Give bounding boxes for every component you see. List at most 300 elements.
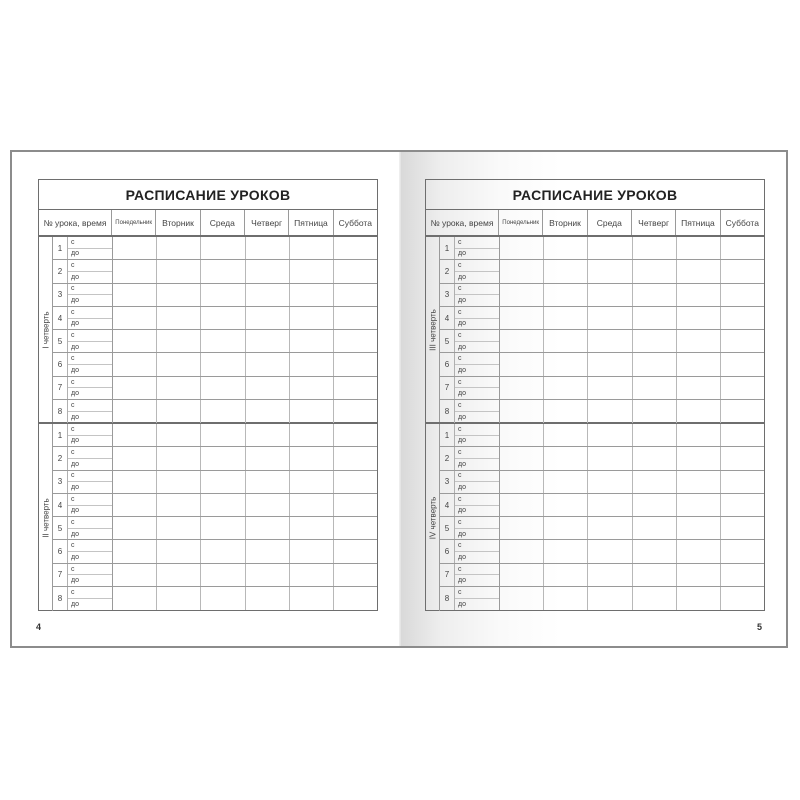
schedule-cell[interactable] — [157, 284, 201, 306]
schedule-cell[interactable] — [721, 377, 764, 399]
schedule-cell[interactable] — [721, 237, 764, 259]
schedule-cell[interactable] — [633, 587, 677, 610]
schedule-cell[interactable] — [500, 353, 544, 375]
schedule-cell[interactable] — [246, 307, 290, 329]
time-to-field[interactable]: до — [458, 390, 466, 398]
schedule-cell[interactable] — [246, 471, 290, 493]
schedule-cell[interactable] — [246, 447, 290, 469]
lesson-row — [440, 330, 764, 353]
schedule-cell[interactable] — [633, 517, 677, 539]
schedule-cell[interactable] — [500, 284, 544, 306]
schedule-cell[interactable] — [633, 237, 677, 259]
schedule-cell[interactable] — [633, 471, 677, 493]
time-from-field[interactable]: с — [68, 587, 112, 599]
schedule-cell[interactable] — [201, 330, 245, 352]
schedule-cell[interactable] — [721, 587, 764, 610]
schedule-cell[interactable] — [544, 471, 588, 493]
schedule-cell[interactable] — [157, 587, 201, 610]
schedule-cell[interactable] — [113, 284, 157, 306]
schedule-cell[interactable] — [633, 260, 677, 282]
schedule-cell[interactable] — [334, 307, 377, 329]
schedule-cell[interactable] — [677, 587, 721, 610]
schedule-cell[interactable] — [677, 307, 721, 329]
time-to-field[interactable]: до — [458, 507, 466, 515]
time-from-field[interactable]: с — [455, 447, 499, 459]
schedule-cell[interactable] — [157, 447, 201, 469]
time-from-field[interactable]: с — [68, 517, 112, 529]
lesson-number: 4 — [53, 307, 68, 329]
schedule-cell[interactable] — [588, 517, 632, 539]
schedule-cell[interactable] — [588, 564, 632, 586]
schedule-cell[interactable] — [500, 377, 544, 399]
schedule-cell[interactable] — [677, 447, 721, 469]
day-cells — [113, 284, 377, 306]
schedule-cell[interactable] — [500, 260, 544, 282]
schedule-cell[interactable] — [113, 237, 157, 259]
quarter-label-cell — [39, 424, 53, 611]
schedule-cell[interactable] — [334, 353, 377, 375]
schedule-cell[interactable] — [544, 517, 588, 539]
schedule-cell[interactable] — [721, 564, 764, 586]
time-from-field[interactable]: с — [68, 447, 112, 459]
schedule-cell[interactable] — [677, 424, 721, 446]
schedule-cell[interactable] — [334, 494, 377, 516]
time-from-field[interactable]: с — [68, 353, 112, 365]
schedule-cell[interactable] — [334, 471, 377, 493]
schedule-cell[interactable] — [588, 237, 632, 259]
quarter-block — [426, 424, 764, 611]
day-cells — [113, 494, 377, 516]
lesson-row — [440, 284, 764, 307]
schedule-cell[interactable] — [157, 353, 201, 375]
lesson-time-cell — [455, 353, 500, 375]
schedule-cell[interactable] — [201, 587, 245, 610]
schedule-cell[interactable] — [588, 353, 632, 375]
schedule-cell[interactable] — [721, 517, 764, 539]
schedule-cell[interactable] — [588, 494, 632, 516]
schedule-cell[interactable] — [157, 307, 201, 329]
left-page — [12, 152, 401, 646]
schedule-cell[interactable] — [677, 400, 721, 423]
schedule-cell[interactable] — [588, 284, 632, 306]
time-from-field[interactable]: с — [68, 400, 112, 412]
schedule-cell[interactable] — [246, 284, 290, 306]
time-from-field[interactable]: с — [455, 377, 499, 389]
time-to-field[interactable]: до — [71, 343, 79, 351]
schedule-table — [38, 179, 378, 611]
time-to-field[interactable]: до — [71, 577, 79, 585]
schedule-cell[interactable] — [246, 587, 290, 610]
schedule-cell[interactable] — [633, 353, 677, 375]
schedule-cell[interactable] — [290, 517, 334, 539]
schedule-cell[interactable] — [290, 237, 334, 259]
lesson-time-cell — [68, 400, 113, 423]
schedule-cell[interactable] — [677, 260, 721, 282]
schedule-cell[interactable] — [633, 494, 677, 516]
schedule-cell[interactable] — [544, 377, 588, 399]
schedule-cell[interactable] — [633, 424, 677, 446]
schedule-cell[interactable] — [290, 424, 334, 446]
time-from-field[interactable]: с — [68, 237, 112, 249]
schedule-cell[interactable] — [246, 330, 290, 352]
schedule-cell[interactable] — [113, 260, 157, 282]
time-to-field[interactable]: до — [458, 343, 466, 351]
schedule-cell[interactable] — [290, 284, 334, 306]
schedule-cell[interactable] — [290, 400, 334, 423]
time-to-field[interactable]: до — [71, 553, 79, 561]
schedule-cell[interactable] — [290, 471, 334, 493]
schedule-cell[interactable] — [677, 517, 721, 539]
time-to-field[interactable]: до — [458, 577, 466, 585]
schedule-cell[interactable] — [544, 260, 588, 282]
schedule-cell[interactable] — [201, 424, 245, 446]
time-to-field[interactable]: до — [71, 507, 79, 515]
lesson-time-cell — [68, 377, 113, 399]
schedule-cell[interactable] — [157, 237, 201, 259]
schedule-cell[interactable] — [721, 260, 764, 282]
schedule-cell[interactable] — [113, 540, 157, 562]
time-from-field[interactable]: с — [455, 517, 499, 529]
schedule-cell[interactable] — [334, 424, 377, 446]
schedule-cell[interactable] — [246, 353, 290, 375]
time-to-field[interactable]: до — [458, 273, 466, 281]
schedule-cell[interactable] — [201, 260, 245, 282]
time-to-field[interactable]: до — [458, 320, 466, 328]
schedule-cell[interactable] — [500, 494, 544, 516]
schedule-cell[interactable] — [290, 330, 334, 352]
schedule-cell[interactable] — [588, 587, 632, 610]
time-to-field[interactable]: до — [458, 414, 466, 422]
schedule-cell[interactable] — [290, 494, 334, 516]
day-cells — [500, 447, 764, 469]
time-to-field[interactable]: до — [71, 601, 79, 609]
time-to-field[interactable]: до — [71, 273, 79, 281]
time-from-field[interactable]: с — [455, 260, 499, 272]
schedule-cell[interactable] — [500, 237, 544, 259]
time-from-field[interactable]: с — [455, 494, 499, 506]
schedule-cell[interactable] — [201, 471, 245, 493]
time-to-field[interactable]: до — [71, 484, 79, 492]
schedule-cell[interactable] — [246, 260, 290, 282]
schedule-cell[interactable] — [201, 284, 245, 306]
schedule-cell[interactable] — [677, 471, 721, 493]
schedule-cell[interactable] — [334, 540, 377, 562]
schedule-cell[interactable] — [544, 284, 588, 306]
time-from-field[interactable]: с — [68, 424, 112, 436]
schedule-cell[interactable] — [588, 330, 632, 352]
time-from-field[interactable]: с — [455, 237, 499, 249]
schedule-cell[interactable] — [633, 564, 677, 586]
schedule-cell[interactable] — [721, 447, 764, 469]
schedule-cell[interactable] — [588, 471, 632, 493]
time-to-field[interactable]: до — [71, 437, 79, 445]
time-to-field[interactable]: до — [458, 297, 466, 305]
schedule-cell[interactable] — [157, 424, 201, 446]
day-cells — [500, 494, 764, 516]
lesson-number: 1 — [53, 424, 68, 446]
schedule-cell[interactable] — [588, 260, 632, 282]
schedule-cell[interactable] — [334, 237, 377, 259]
schedule-cell[interactable] — [290, 353, 334, 375]
schedule-cell[interactable] — [588, 307, 632, 329]
lesson-time-cell — [68, 587, 113, 610]
time-to-field[interactable]: до — [458, 460, 466, 468]
schedule-cell[interactable] — [334, 400, 377, 423]
time-from-field[interactable]: с — [68, 540, 112, 552]
schedule-cell[interactable] — [721, 424, 764, 446]
time-to-field[interactable]: до — [71, 250, 79, 258]
schedule-cell[interactable] — [113, 307, 157, 329]
schedule-cell[interactable] — [290, 377, 334, 399]
schedule-cell[interactable] — [588, 377, 632, 399]
time-from-field[interactable]: с — [68, 564, 112, 576]
schedule-cell[interactable] — [157, 260, 201, 282]
schedule-cell[interactable] — [721, 330, 764, 352]
schedule-cell[interactable] — [677, 284, 721, 306]
schedule-cell[interactable] — [721, 353, 764, 375]
time-from-field[interactable]: с — [455, 587, 499, 599]
schedule-cell[interactable] — [721, 540, 764, 562]
schedule-cell[interactable] — [633, 284, 677, 306]
lesson-time-cell — [455, 517, 500, 539]
schedule-cell[interactable] — [201, 400, 245, 423]
time-from-field[interactable]: с — [68, 471, 112, 483]
time-to-field[interactable]: до — [71, 390, 79, 398]
schedule-cell[interactable] — [721, 494, 764, 516]
day-cells — [113, 517, 377, 539]
page-title: РАСПИСАНИЕ УРОКОВ — [426, 180, 764, 210]
schedule-cell[interactable] — [334, 447, 377, 469]
schedule-cell[interactable] — [500, 471, 544, 493]
time-to-field[interactable]: до — [71, 414, 79, 422]
schedule-cell[interactable] — [157, 540, 201, 562]
schedule-cell[interactable] — [334, 587, 377, 610]
quarter-label: II четверть — [41, 497, 50, 538]
time-to-field[interactable]: до — [458, 484, 466, 492]
schedule-cell[interactable] — [201, 237, 245, 259]
schedule-cell[interactable] — [201, 494, 245, 516]
schedule-cell[interactable] — [633, 447, 677, 469]
time-from-field[interactable]: с — [455, 284, 499, 296]
schedule-cell[interactable] — [544, 330, 588, 352]
time-from-field[interactable]: с — [68, 330, 112, 342]
schedule-cell[interactable] — [544, 447, 588, 469]
time-to-field[interactable]: до — [71, 297, 79, 305]
schedule-cell[interactable] — [157, 494, 201, 516]
quarter-label: III четверть — [428, 308, 437, 351]
schedule-cell[interactable] — [544, 237, 588, 259]
schedule-cell[interactable] — [113, 517, 157, 539]
schedule-cell[interactable] — [201, 447, 245, 469]
schedule-cell[interactable] — [113, 564, 157, 586]
lesson-number: 6 — [440, 353, 455, 375]
schedule-cell[interactable] — [721, 284, 764, 306]
lesson-number: 7 — [440, 564, 455, 586]
day-cells — [113, 540, 377, 562]
header-day: Четверг — [245, 210, 289, 235]
schedule-cell[interactable] — [201, 377, 245, 399]
schedule-cell[interactable] — [246, 377, 290, 399]
lesson-rows — [53, 424, 377, 611]
schedule-cell[interactable] — [246, 517, 290, 539]
schedule-cell[interactable] — [157, 377, 201, 399]
schedule-cell[interactable] — [677, 564, 721, 586]
time-from-field[interactable]: с — [68, 307, 112, 319]
page-number: 4 — [36, 622, 42, 632]
schedule-cell[interactable] — [157, 564, 201, 586]
time-to-field[interactable]: до — [458, 601, 466, 609]
lesson-row — [53, 447, 377, 470]
schedule-cell[interactable] — [113, 400, 157, 423]
schedule-cell[interactable] — [721, 307, 764, 329]
schedule-cell[interactable] — [544, 564, 588, 586]
schedule-cell[interactable] — [677, 377, 721, 399]
schedule-cell[interactable] — [588, 400, 632, 423]
time-to-field[interactable]: до — [71, 460, 79, 468]
schedule-cell[interactable] — [334, 260, 377, 282]
schedule-cell[interactable] — [500, 307, 544, 329]
time-from-field[interactable]: с — [455, 471, 499, 483]
schedule-cell[interactable] — [544, 587, 588, 610]
schedule-cell[interactable] — [500, 587, 544, 610]
schedule-cell[interactable] — [113, 587, 157, 610]
schedule-cell[interactable] — [113, 353, 157, 375]
schedule-cell[interactable] — [290, 587, 334, 610]
schedule-cell[interactable] — [500, 447, 544, 469]
time-to-field[interactable]: до — [458, 437, 466, 445]
lesson-number: 7 — [53, 377, 68, 399]
schedule-cell[interactable] — [334, 284, 377, 306]
time-from-field[interactable]: с — [455, 424, 499, 436]
schedule-cell[interactable] — [677, 353, 721, 375]
schedule-cell[interactable] — [113, 494, 157, 516]
schedule-cell[interactable] — [588, 424, 632, 446]
time-from-field[interactable]: с — [455, 540, 499, 552]
schedule-cell[interactable] — [246, 237, 290, 259]
schedule-cell[interactable] — [500, 424, 544, 446]
lesson-rows — [440, 237, 764, 422]
time-to-field[interactable]: до — [458, 250, 466, 258]
schedule-cell[interactable] — [290, 307, 334, 329]
schedule-cell[interactable] — [246, 424, 290, 446]
time-from-field[interactable]: с — [68, 284, 112, 296]
schedule-cell[interactable] — [113, 471, 157, 493]
schedule-cell[interactable] — [334, 377, 377, 399]
time-from-field[interactable]: с — [455, 330, 499, 342]
schedule-cell[interactable] — [246, 400, 290, 423]
time-from-field[interactable]: с — [68, 494, 112, 506]
schedule-cell[interactable] — [500, 400, 544, 423]
schedule-cell[interactable] — [157, 400, 201, 423]
schedule-cell[interactable] — [633, 540, 677, 562]
header-day: Суббота — [338, 217, 372, 228]
header-day: Пятница — [289, 210, 333, 235]
schedule-cell[interactable] — [677, 540, 721, 562]
schedule-cell[interactable] — [246, 540, 290, 562]
schedule-cell[interactable] — [677, 494, 721, 516]
schedule-cell[interactable] — [201, 517, 245, 539]
time-to-field[interactable]: до — [71, 530, 79, 538]
schedule-cell[interactable] — [290, 260, 334, 282]
lesson-number: 1 — [440, 237, 455, 259]
day-cells — [500, 424, 764, 446]
day-cells — [113, 564, 377, 586]
schedule-cell[interactable] — [721, 400, 764, 423]
time-from-field[interactable]: с — [455, 353, 499, 365]
time-to-field[interactable]: до — [71, 366, 79, 374]
schedule-cell[interactable] — [113, 424, 157, 446]
time-from-field[interactable]: с — [68, 377, 112, 389]
schedule-cell[interactable] — [290, 447, 334, 469]
schedule-cell[interactable] — [544, 353, 588, 375]
schedule-cell[interactable] — [500, 540, 544, 562]
time-from-field[interactable]: с — [455, 307, 499, 319]
schedule-cell[interactable] — [157, 517, 201, 539]
time-from-field[interactable]: с — [68, 260, 112, 272]
schedule-cell[interactable] — [290, 564, 334, 586]
time-to-field[interactable]: до — [458, 553, 466, 561]
schedule-cell[interactable] — [246, 564, 290, 586]
schedule-cell[interactable] — [113, 447, 157, 469]
schedule-cell[interactable] — [201, 353, 245, 375]
schedule-cell[interactable] — [544, 494, 588, 516]
lesson-time-cell — [68, 330, 113, 352]
lesson-time-cell — [455, 330, 500, 352]
schedule-cell[interactable] — [588, 540, 632, 562]
lesson-row — [440, 377, 764, 400]
schedule-cell[interactable] — [677, 330, 721, 352]
schedule-cell[interactable] — [246, 494, 290, 516]
schedule-cell[interactable] — [633, 400, 677, 423]
schedule-cell[interactable] — [334, 330, 377, 352]
schedule-cell[interactable] — [544, 307, 588, 329]
quarter-label-cell — [39, 237, 53, 422]
schedule-cell[interactable] — [157, 330, 201, 352]
time-from-field[interactable]: с — [455, 564, 499, 576]
schedule-cell[interactable] — [633, 330, 677, 352]
schedule-cell[interactable] — [633, 307, 677, 329]
schedule-cell[interactable] — [544, 540, 588, 562]
time-to-field[interactable]: до — [458, 366, 466, 374]
schedule-cell[interactable] — [201, 540, 245, 562]
schedule-cell[interactable] — [721, 471, 764, 493]
schedule-cell[interactable] — [290, 540, 334, 562]
lesson-number: 3 — [440, 284, 455, 306]
schedule-cell[interactable] — [544, 424, 588, 446]
schedule-cell[interactable] — [544, 400, 588, 423]
schedule-cell[interactable] — [500, 330, 544, 352]
time-to-field[interactable]: до — [71, 320, 79, 328]
lesson-row — [53, 353, 377, 376]
schedule-cell[interactable] — [201, 307, 245, 329]
time-to-field[interactable]: до — [458, 530, 466, 538]
lesson-row — [440, 237, 764, 260]
schedule-cell[interactable] — [201, 564, 245, 586]
schedule-cell[interactable] — [113, 377, 157, 399]
schedule-cell[interactable] — [113, 330, 157, 352]
schedule-cell[interactable] — [588, 447, 632, 469]
header-day: Четверг — [632, 210, 676, 235]
schedule-cell[interactable] — [334, 564, 377, 586]
lesson-row — [440, 517, 764, 540]
schedule-cell[interactable] — [500, 564, 544, 586]
schedule-cell[interactable] — [334, 517, 377, 539]
schedule-cell[interactable] — [500, 517, 544, 539]
time-from-field[interactable]: с — [455, 400, 499, 412]
schedule-cell[interactable] — [677, 237, 721, 259]
schedule-cell[interactable] — [157, 471, 201, 493]
schedule-cell[interactable] — [633, 377, 677, 399]
